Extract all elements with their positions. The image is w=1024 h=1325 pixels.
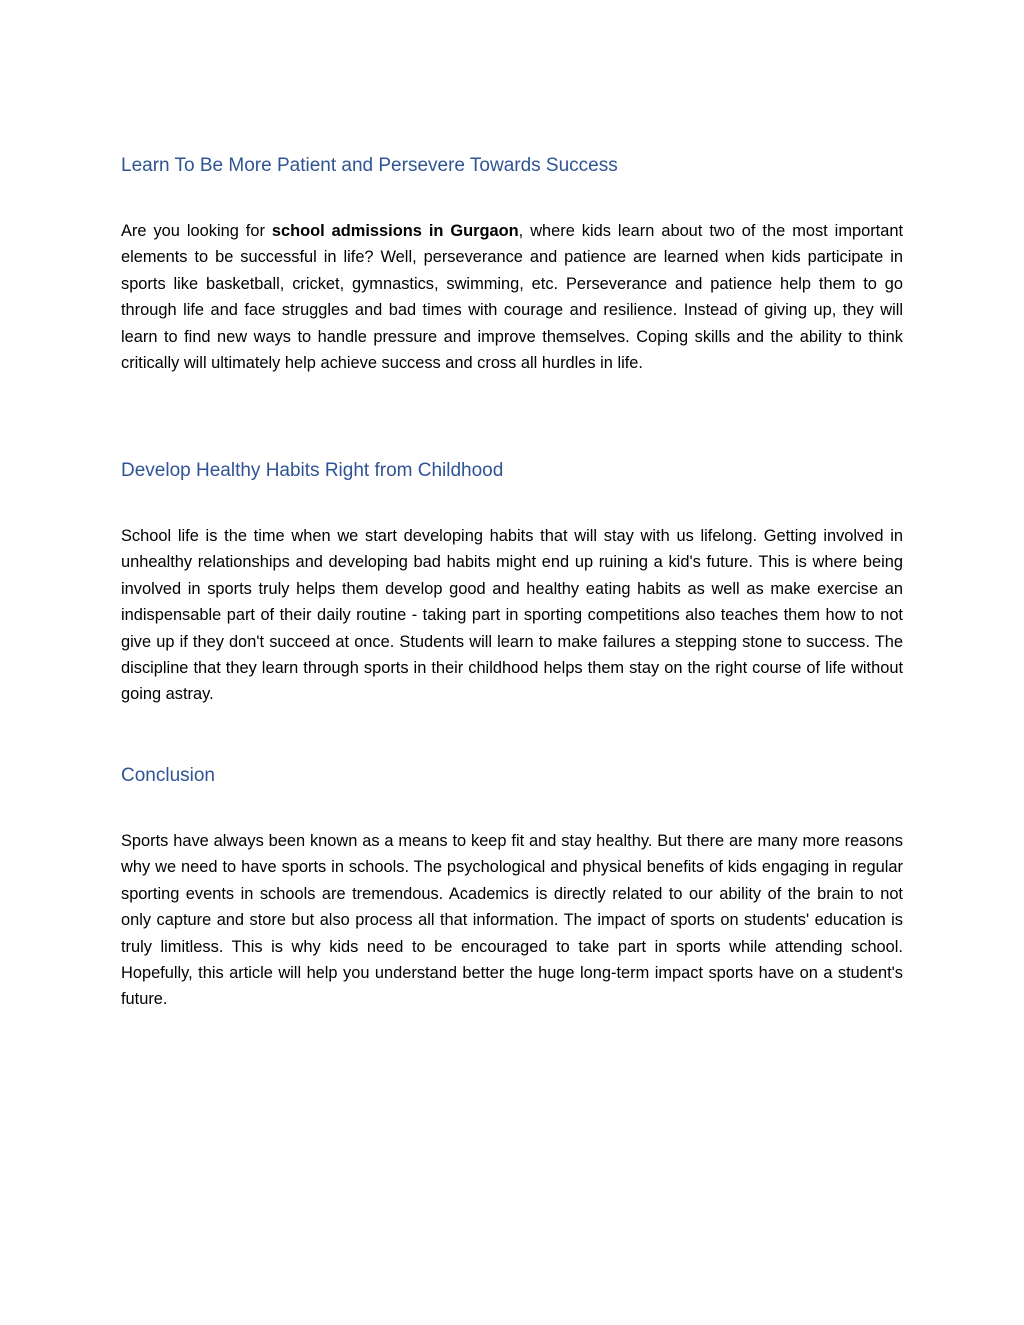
section-body-conclusion: Sports have always been known as a means to keep fit and stay healthy. But there are many more reasons why we need to have sports in schools. The psychological and physical benefits of kids engaging in regular sporting events in schools are tremendous. Academics is directly related to our ability of the brain to not only capture and store but also process all that information. The impact of sports on students' education is truly limitless. This is why kids need to be encouraged to take part in sports while attending school. Hopefully, this article will help you understand better the huge long-term impact sports have on a student's future.	[121, 832, 903, 1009]
body-text-lead: Are you looking for	[121, 222, 272, 240]
section-heading-healthy-habits: Develop Healthy Habits Right from Childhood	[121, 460, 504, 481]
section-heading-patience: Learn To Be More Patient and Persevere Towards Success	[121, 155, 618, 176]
school-admissions-keyword: school admissions in Gurgaon	[271, 222, 519, 240]
section-body-healthy-habits: School life is the time when we start developing habits that will stay with us lifelong. Getting involved in unhealthy relationships and developing bad habits might end up ruining a kid's future. This is where being involved in sports truly helps them develop good and healthy eating habits as well as make exercise an indispensable part of their daily routine - taking part in sporting competitions also teaches them how to not give up if they don't succeed at once. Students will learn to make failures a stepping stone to success. The discipline that they learn through sports in their childhood helps them stay on the right course of life without going astray.	[121, 527, 903, 704]
body-text-rest: , where kids learn about two of the most important elements to be successful in life? Well, perseverance and patience are learned when kids participate in sports like basketball, cricket, gymnastics, swimming, etc. Perseverance and patience help them to go through life and face struggles and bad times with courage and resilience. Instead of giving up, they will learn to find new ways to handle pressure and improve themselves. Coping skills and the ability to think critically will ultimately help achieve success and cross all hurdles in life.	[121, 222, 904, 373]
section-heading-conclusion: Conclusion	[121, 765, 215, 786]
section-body-patience	[121, 218, 903, 376]
